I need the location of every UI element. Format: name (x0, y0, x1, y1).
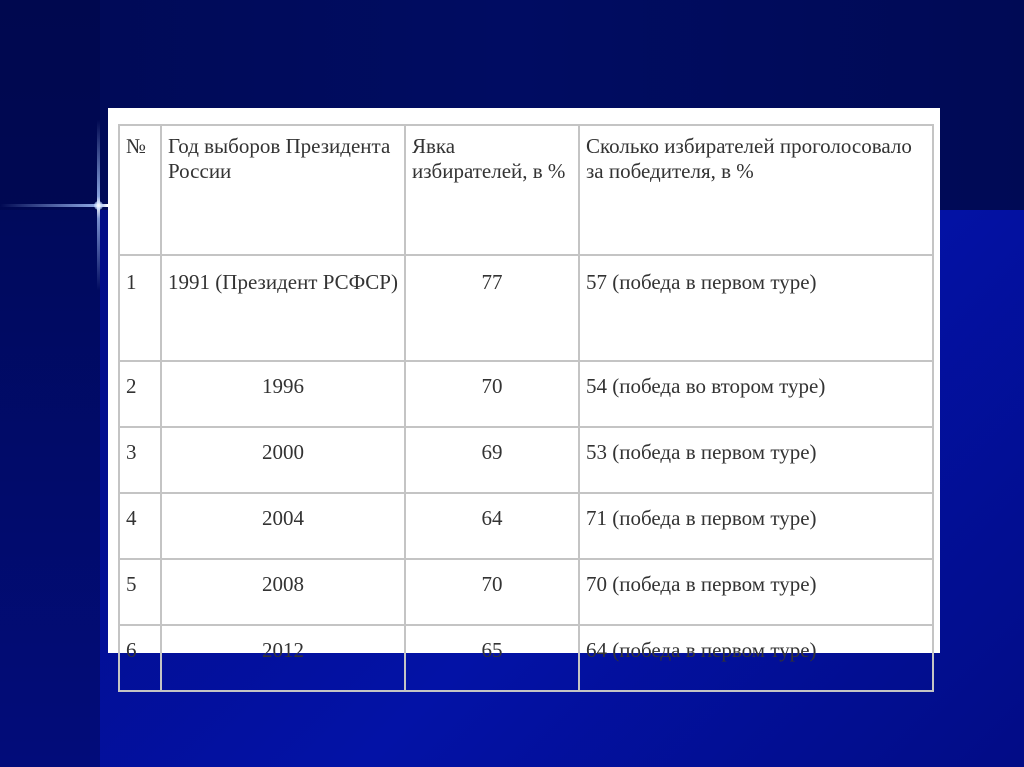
header-winner: Сколько избирателей проголосовало за победителя, в % (579, 125, 933, 255)
table-row (119, 625, 933, 691)
cell-num: 1 (119, 255, 161, 361)
cell-year: 2012 (161, 625, 405, 691)
table-row (119, 427, 933, 493)
cell-winner: 64 (победа в первом туре) (579, 625, 933, 691)
cell-year: 1996 (161, 361, 405, 427)
cell-num: 3 (119, 427, 161, 493)
slide-background-lower-left (0, 210, 100, 767)
cell-winner: 54 (победа во втором туре) (579, 361, 933, 427)
cell-year: 2008 (161, 559, 405, 625)
cell-turnout: 64 (405, 493, 579, 559)
cell-num: 4 (119, 493, 161, 559)
cell-winner: 57 (победа в первом туре) (579, 255, 933, 361)
cell-turnout: 69 (405, 427, 579, 493)
cell-turnout: 65 (405, 625, 579, 691)
cell-winner: 70 (победа в первом туре) (579, 559, 933, 625)
cell-winner: 71 (победа в первом туре) (579, 493, 933, 559)
table-row (119, 493, 933, 559)
header-year: Год выборов Президента России (161, 125, 405, 255)
header-turnout: Явка избирателей, в % (405, 125, 579, 255)
cell-year: 2004 (161, 493, 405, 559)
table-row (119, 255, 933, 361)
cell-year: 2000 (161, 427, 405, 493)
cell-year: 1991 (Президент РСФСР) (161, 255, 405, 361)
cell-winner: 53 (победа в первом туре) (579, 427, 933, 493)
light-flare-icon (94, 201, 103, 210)
table-header-row (119, 125, 933, 255)
cell-turnout: 77 (405, 255, 579, 361)
cell-num: 5 (119, 559, 161, 625)
table-row (119, 559, 933, 625)
cell-num: 2 (119, 361, 161, 427)
cell-turnout: 70 (405, 361, 579, 427)
cell-turnout: 70 (405, 559, 579, 625)
header-num: № (119, 125, 161, 255)
election-results-table (118, 124, 934, 692)
table-panel (108, 108, 940, 662)
cell-num: 6 (119, 625, 161, 691)
table-row (119, 361, 933, 427)
